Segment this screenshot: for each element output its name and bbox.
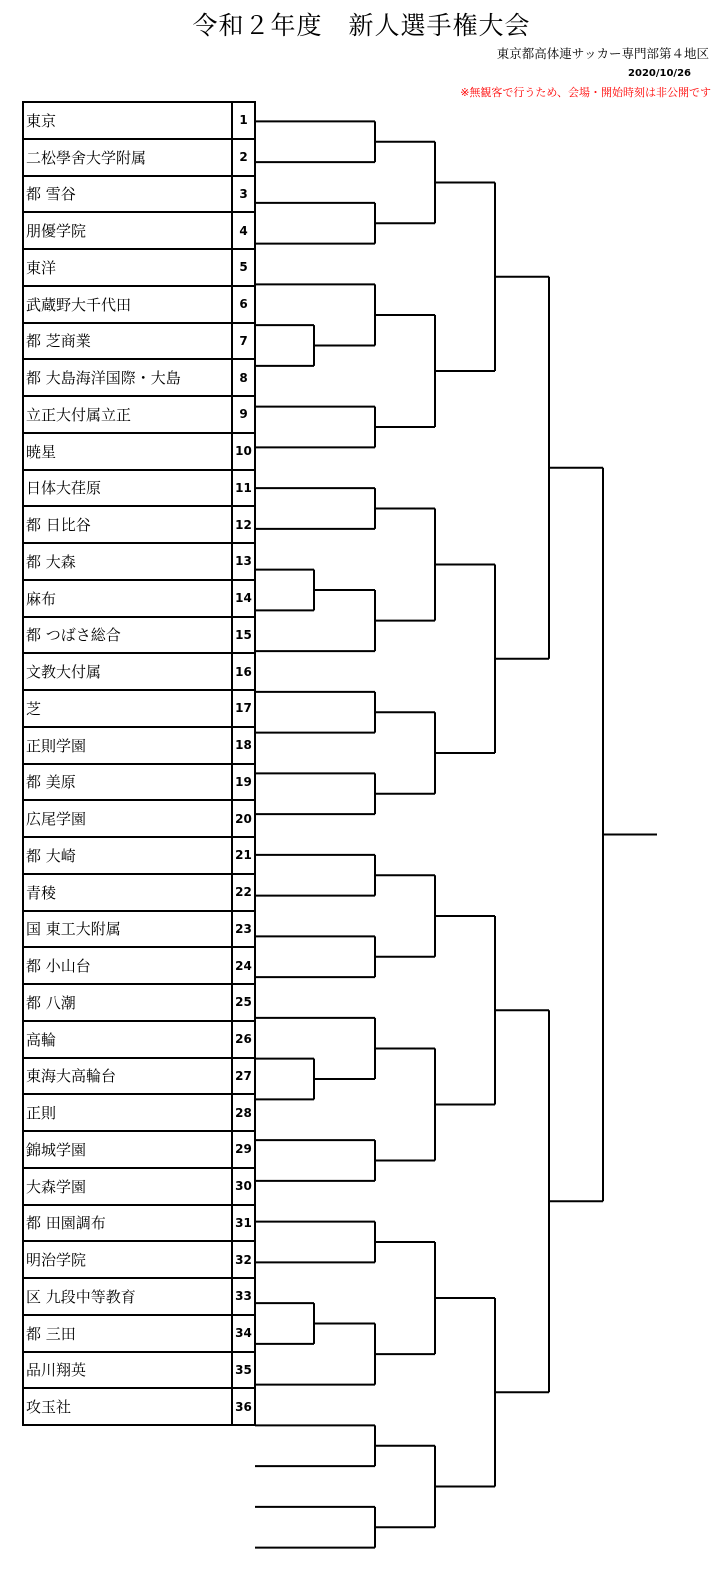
team-number: 25 (232, 984, 255, 1021)
team-number: 4 (232, 212, 255, 249)
team-number: 15 (232, 617, 255, 654)
team-number: 20 (232, 800, 255, 837)
team-name: 明治学院 (23, 1241, 232, 1278)
team-name: 東京 (23, 102, 232, 139)
page-title: 令和２年度 新人選手権大会 (192, 11, 531, 40)
team-number: 18 (232, 727, 255, 764)
team-number: 19 (232, 764, 255, 801)
team-number: 8 (232, 359, 255, 396)
team-name: 攻玉社 (23, 1388, 232, 1425)
team-name: 都 大崎 (23, 837, 232, 874)
team-name: 品川翔英 (23, 1352, 232, 1389)
team-number: 26 (232, 1021, 255, 1058)
team-name: 大森学園 (23, 1168, 232, 1205)
team-number: 12 (232, 506, 255, 543)
team-number: 17 (232, 690, 255, 727)
team-number: 36 (232, 1388, 255, 1425)
team-name: 正則 (23, 1094, 232, 1131)
team-number: 30 (232, 1168, 255, 1205)
team-number: 3 (232, 176, 255, 213)
team-number: 7 (232, 323, 255, 360)
team-name: 都 大島海洋国際・大島 (23, 359, 232, 396)
team-number: 31 (232, 1205, 255, 1242)
organizer-label: 東京都高体連サッカー専門部第４地区 (496, 46, 709, 61)
team-number: 32 (232, 1241, 255, 1278)
team-name: 都 八潮 (23, 984, 232, 1021)
team-name: 都 芝商業 (23, 323, 232, 360)
team-number: 11 (232, 470, 255, 507)
team-name: 都 田園調布 (23, 1205, 232, 1242)
team-number: 2 (232, 139, 255, 176)
team-name: 高輪 (23, 1021, 232, 1058)
team-number: 35 (232, 1352, 255, 1389)
team-number: 33 (232, 1278, 255, 1315)
team-name: 青稜 (23, 874, 232, 911)
team-name: 都 雪谷 (23, 176, 232, 213)
team-name: 錦城学園 (23, 1131, 232, 1168)
team-number: 29 (232, 1131, 255, 1168)
team-number: 34 (232, 1315, 255, 1352)
team-name: 芝 (23, 690, 232, 727)
team-number: 9 (232, 396, 255, 433)
team-name: 都 日比谷 (23, 506, 232, 543)
team-number: 28 (232, 1094, 255, 1131)
team-number: 24 (232, 947, 255, 984)
team-name: 都 つばさ総合 (23, 617, 232, 654)
team-name: 二松學舍大学附属 (23, 139, 232, 176)
team-name: 正則学園 (23, 727, 232, 764)
team-number: 10 (232, 433, 255, 470)
team-number: 27 (232, 1058, 255, 1095)
team-name: 広尾学園 (23, 800, 232, 837)
team-number: 5 (232, 249, 255, 286)
team-number: 16 (232, 653, 255, 690)
team-name: 都 三田 (23, 1315, 232, 1352)
team-name: 朋優学院 (23, 212, 232, 249)
team-name: 東海大高輪台 (23, 1058, 232, 1095)
team-name: 麻布 (23, 580, 232, 617)
notice-text: ※無観客で行うため、会場・開始時刻は非公開です (460, 86, 711, 99)
team-number: 14 (232, 580, 255, 617)
team-name: 日体大荏原 (23, 470, 232, 507)
team-number: 1 (232, 102, 255, 139)
team-name: 武蔵野大千代田 (23, 286, 232, 323)
team-number: 22 (232, 874, 255, 911)
date-label: 2020/10/26 (628, 68, 691, 79)
team-name: 暁星 (23, 433, 232, 470)
team-name: 文教大付属 (23, 653, 232, 690)
team-name: 国 東工大附属 (23, 911, 232, 948)
team-name: 都 美原 (23, 764, 232, 801)
team-name: 都 小山台 (23, 947, 232, 984)
team-name: 都 大森 (23, 543, 232, 580)
team-number: 13 (232, 543, 255, 580)
team-number: 6 (232, 286, 255, 323)
team-name: 区 九段中等教育 (23, 1278, 232, 1315)
team-number: 23 (232, 911, 255, 948)
team-number: 21 (232, 837, 255, 874)
team-name: 立正大付属立正 (23, 396, 232, 433)
team-name: 東洋 (23, 249, 232, 286)
